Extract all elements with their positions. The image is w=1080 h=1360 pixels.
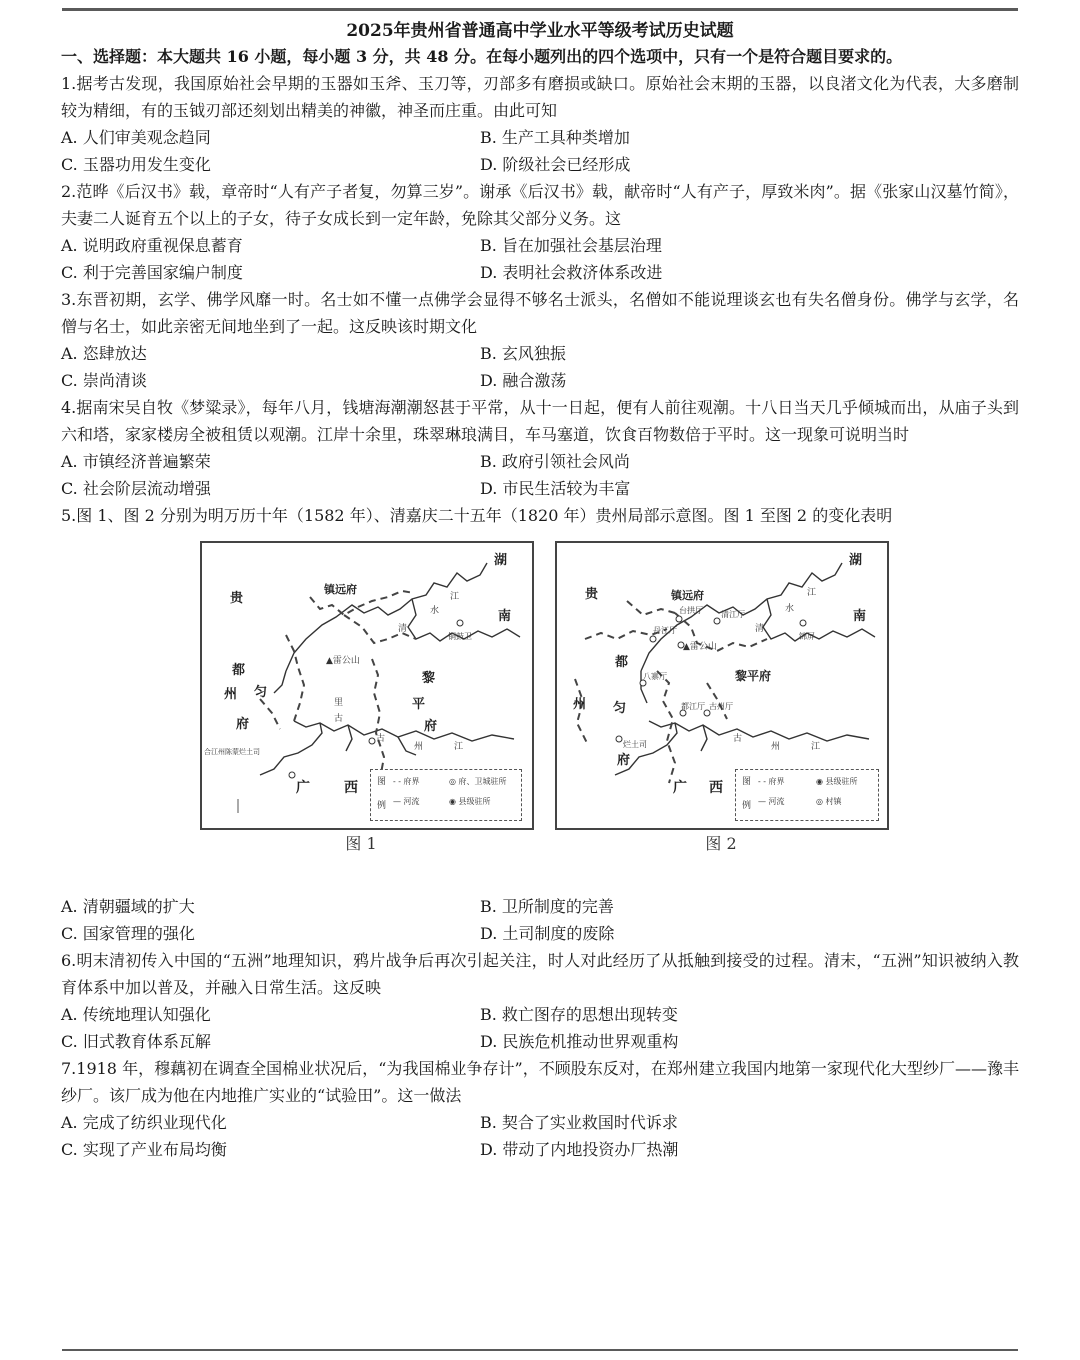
legend-text: 府界 xyxy=(403,777,420,786)
option-b[interactable]: B. 政府引领社会风尚 xyxy=(480,452,630,471)
question-4 xyxy=(61,394,1019,502)
map-label: 古 xyxy=(334,714,344,724)
option-b[interactable]: B. 生产工具种类增加 xyxy=(480,128,630,147)
question-5 xyxy=(61,502,1019,947)
map-label: 广 xyxy=(673,780,687,796)
figure-caption-2: 图 2 xyxy=(705,834,737,853)
legend-key: 图 xyxy=(377,777,387,787)
legend-key: 例 xyxy=(377,801,387,811)
option-d[interactable]: D. 土司制度的废除 xyxy=(480,924,615,943)
map-label: 江 xyxy=(454,742,464,752)
legend-item: — 河流 xyxy=(393,797,420,806)
map-label: 南 xyxy=(498,609,512,624)
legend-text: 村镇 xyxy=(825,797,842,806)
section-heading: 一、选择题：本大题共 16 小题，每小题 3 分，共 48 分。在每小题列出的四个选项中，只有一个是符合题目要求的。 xyxy=(61,47,903,66)
option-d[interactable]: D. 阶级社会已经形成 xyxy=(480,155,631,174)
option-a[interactable]: A. 说明政府重视保息蓄育 xyxy=(61,236,243,255)
map-label: 广 xyxy=(296,780,310,796)
map-label: 黎 xyxy=(422,671,436,686)
option-c[interactable]: C. 崇尚清谈 xyxy=(61,371,147,390)
map-label: 八寨厅 xyxy=(643,672,667,681)
map-figure-1 xyxy=(200,541,534,830)
option-b[interactable]: B. 旨在加强社会基层治理 xyxy=(480,236,662,255)
option-d[interactable]: D. 市民生活较为丰富 xyxy=(480,479,631,498)
question-6 xyxy=(61,947,1019,1055)
map-label: 州 xyxy=(224,687,238,702)
legend-key: 例 xyxy=(742,801,752,811)
map-label: 州 xyxy=(573,697,587,712)
option-a[interactable]: A. 恣肆放达 xyxy=(61,344,147,363)
map-label: 都 xyxy=(232,663,246,678)
map-label: 古 xyxy=(376,734,386,744)
map-figure-2 xyxy=(555,541,889,830)
map-label: ▲雷公山 xyxy=(683,642,717,652)
map-label: 黎平府 xyxy=(735,669,772,683)
map-label: 清 xyxy=(398,624,408,634)
legend-item: ◉ 县级驻所 xyxy=(449,797,491,806)
legend-text: 河流 xyxy=(403,797,420,806)
map-label: 南 xyxy=(853,609,867,624)
figure-caption-1: 图 1 xyxy=(345,834,377,853)
option-list xyxy=(61,124,1019,178)
legend-item: ◎ 村镇 xyxy=(816,797,842,806)
map-label: 平 xyxy=(412,697,426,712)
question-stem: 5.图 1、图 2 分别为明万历十年（1582 年）、清嘉庆二十五年（1820 年）贵州局部示意图。图 1 至图 2 的变化表明 xyxy=(61,506,893,525)
map-label: 州 xyxy=(414,742,424,752)
option-list xyxy=(61,448,1019,502)
map-legend xyxy=(370,769,522,821)
question-1 xyxy=(61,70,1019,178)
map-label: 合江州陈蒙烂土司 xyxy=(204,748,260,756)
option-d[interactable]: D. 融合激荡 xyxy=(480,371,567,390)
map-label: 湖 xyxy=(494,553,508,568)
figure-maps xyxy=(61,531,1019,891)
map-label: 都 xyxy=(615,655,629,670)
legend-item: - - 府界 xyxy=(393,777,420,786)
map-label: 湖 xyxy=(849,553,863,568)
option-a[interactable]: A. 完成了纺织业现代化 xyxy=(61,1113,227,1132)
option-b[interactable]: B. 契合了实业救国时代诉求 xyxy=(480,1113,678,1132)
question-2 xyxy=(61,178,1019,286)
map-label: 台拱厅 xyxy=(679,606,703,615)
map-label: 锦屏 xyxy=(799,632,815,641)
legend-item: ◉ 县级驻所 xyxy=(816,777,858,786)
map-label: 匀 xyxy=(254,685,268,700)
map-label: 丹江厅 xyxy=(653,626,677,635)
map-label: 清江厅 xyxy=(721,610,745,619)
map-label: 清 xyxy=(755,624,765,634)
legend-text: 县级驻所 xyxy=(458,797,491,806)
option-b[interactable]: B. 救亡图存的思想出现转变 xyxy=(480,1005,678,1024)
option-list xyxy=(61,893,1019,947)
map-label: 水 xyxy=(430,606,440,616)
option-c[interactable]: C. 利于完善国家编户制度 xyxy=(61,263,243,282)
option-c[interactable]: C. 国家管理的强化 xyxy=(61,924,195,943)
question-3 xyxy=(61,286,1019,394)
map-label: 古州厅 xyxy=(709,702,733,711)
legend-text: 县级驻所 xyxy=(825,777,858,786)
map-label: 江 xyxy=(450,592,460,602)
map-label: 古 xyxy=(733,734,743,744)
map-label: 水 xyxy=(785,604,795,614)
map-label: 府 xyxy=(617,753,631,768)
option-d[interactable]: D. 带动了内地投资办厂热潮 xyxy=(480,1140,679,1159)
bottom-rule xyxy=(62,1349,1018,1351)
question-stem: 4.据南宋吴自牧《梦粱录》，每年八月，钱塘海潮潮怒甚于平常，从十一日起，便有人前往观潮。十八日当天几乎倾城而出，从庙子头到六和塔，家家楼房全被租赁以观潮。江岸十余里，珠翠琳琅满目，车马塞道，饮食百物数倍于平时。这一现象可说明当时 xyxy=(61,398,1019,444)
option-list xyxy=(61,340,1019,394)
question-stem: 6.明末清初传入中国的“五洲”地理知识，鸦片战争后再次引起关注，时人对此经历了从抵触到接受的过程。清末，“五洲”知识被纳入教育体系中加以普及，并融入日常生活。这反映 xyxy=(61,951,1019,997)
legend-text: 府界 xyxy=(768,777,785,786)
option-list xyxy=(61,1109,1019,1163)
question-stem: 3.东晋初期，玄学、佛学风靡一时。名士如不懂一点佛学会显得不够名士派头，名僧如不能说理谈玄也有失名僧身份。佛学与玄学，名僧与名士，如此亲密无间地坐到了一起。这反映该时期文化 xyxy=(61,290,1019,336)
map-label: 西 xyxy=(709,780,723,796)
option-c[interactable]: C. 实现了产业布局均衡 xyxy=(61,1140,227,1159)
exam-page xyxy=(61,18,1019,1163)
map-label: 匀 xyxy=(613,701,627,716)
map-label: 烂土司 xyxy=(623,740,647,749)
legend-item: — 河流 xyxy=(758,797,785,806)
map-label: 都江厅 xyxy=(681,702,705,711)
map-label: 镇远府 xyxy=(324,583,357,596)
option-c[interactable]: C. 旧式教育体系瓦解 xyxy=(61,1032,211,1051)
map-label: 镇远府 xyxy=(671,589,704,602)
map-label: 贵 xyxy=(230,591,244,606)
map-label: 里 xyxy=(334,698,344,708)
option-list xyxy=(61,232,1019,286)
option-b[interactable]: B. 玄风独振 xyxy=(480,344,566,363)
legend-key: 图 xyxy=(742,777,752,787)
map-label: 铜鼓卫 xyxy=(448,632,472,641)
map-legend xyxy=(735,769,879,821)
option-d[interactable]: D. 表明社会救济体系改进 xyxy=(480,263,663,282)
map-label: 江 xyxy=(807,588,817,598)
option-b[interactable]: B. 卫所制度的完善 xyxy=(480,897,614,916)
option-d[interactable]: D. 民族危机推动世界观重构 xyxy=(480,1032,679,1051)
question-stem: 1.据考古发现，我国原始社会早期的玉器如玉斧、玉刀等，刃部多有磨损或缺口。原始社会末期的玉器，以良渚文化为代表，大多磨制较为精细，有的玉钺刃部还刻划出精美的神徽，神圣而庄重。由此可知 xyxy=(61,74,1019,120)
map-label: 江 xyxy=(811,742,821,752)
map-label: 州 xyxy=(771,742,781,752)
option-list xyxy=(61,1001,1019,1055)
legend-item: - - 府界 xyxy=(758,777,785,786)
exam-title: 2025年贵州省普通高中学业水平等级考试历史试题 xyxy=(346,21,734,41)
option-c[interactable]: C. 玉器功用发生变化 xyxy=(61,155,211,174)
map-label: 贵 xyxy=(585,587,599,602)
question-7 xyxy=(61,1055,1019,1163)
legend-text: 河流 xyxy=(768,797,785,806)
question-stem: 7.1918 年，穆藕初在调查全国棉业状况后，“为我国棉业争存计”，不顾股东反对，在郑州建立我国内地第一家现代化大型纱厂——豫丰纱厂。该厂成为他在内地推广实业的“试验田”。这一做法 xyxy=(61,1059,1019,1105)
option-a[interactable]: A. 清朝疆域的扩大 xyxy=(61,897,195,916)
legend-text: 府、卫城驻所 xyxy=(458,777,507,786)
top-rule xyxy=(62,8,1018,11)
legend-item: ◎ 府、卫城驻所 xyxy=(449,777,507,786)
option-a[interactable]: A. 人们审美观念趋同 xyxy=(61,128,211,147)
option-c[interactable]: C. 社会阶层流动增强 xyxy=(61,479,211,498)
map-label: 府 xyxy=(424,719,438,734)
option-a[interactable]: A. 传统地理认知强化 xyxy=(61,1005,211,1024)
map-label: 府 xyxy=(236,717,250,732)
map-label: ▲雷公山 xyxy=(326,656,360,666)
map-label: 西 xyxy=(344,780,358,796)
option-a[interactable]: A. 市镇经济普遍繁荣 xyxy=(61,452,211,471)
question-stem: 2.范晔《后汉书》载，章帝时“人有产子者复，勿算三岁”。谢承《后汉书》载，献帝时“人有产子，厚致米肉”。据《张家山汉墓竹简》，夫妻二人诞育五个以上的子女，待子女成长到一定年龄，免除其父部分义务。这 xyxy=(61,182,1019,228)
